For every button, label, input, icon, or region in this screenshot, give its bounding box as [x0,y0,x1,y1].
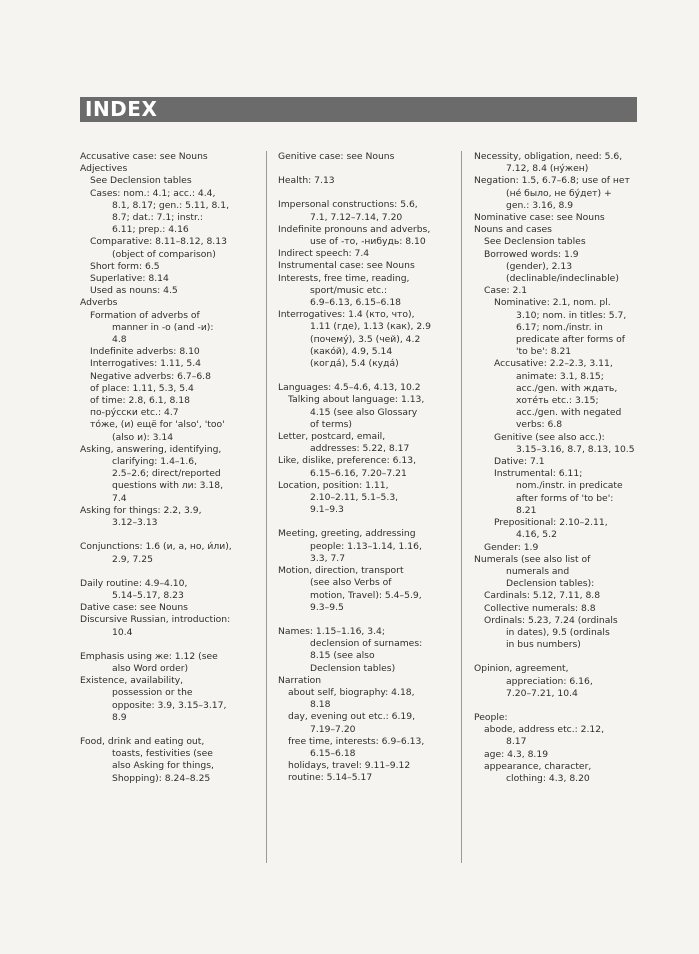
index-entry: also Asking for things, [112,760,214,772]
entry-gap [80,724,256,736]
index-entry: Collective numerals: 8.8 [484,602,596,614]
index-entry: Names: 1.15–1.16, 3.4; [278,625,385,637]
index-entry: 6.17; nom./instr. in [516,321,603,333]
index-entry: (како́й), 4.9, 5.14 [310,345,393,357]
index-entry: gen.: 3.16, 8.9 [506,199,574,211]
index-entry: routine: 5.14–5.17 [288,772,373,784]
index-entry: People: [474,711,508,723]
index-entry: Formation of adverbs of [90,309,200,321]
entry-gap [80,566,256,578]
index-entry: Adjectives [80,163,128,175]
index-entry: free time, interests: 6.9–6.13, [288,735,425,747]
index-entry: about self, biography: 4.18, [288,686,415,698]
index-entry: Indefinite pronouns and adverbs, [278,223,431,235]
index-entry: Like, dislike, preference: 6.13, [278,455,417,467]
index-entry: clarifying: 1.4–1.6, [112,456,198,468]
index-entry: Nominative: 2.1, nom. pl. [494,297,611,309]
index-entry: Emphasis using же: 1.12 (see [80,650,218,662]
index-entry: See Declension tables [90,175,192,187]
index-entry: Daily routine: 4.9–4.10, [80,577,188,589]
index-entry: 6.15–6.18 [310,747,356,759]
index-entry: 3.3, 7.7 [310,552,346,564]
index-entry: Interrogatives: 1.11, 5.4 [90,358,202,370]
index-entry: (object of comparison) [112,248,216,260]
index-entry: See Declension tables [484,236,586,248]
index-entry: Prepositional: 2.10–2.11, [494,517,608,529]
index-entry: Motion, direction, transport [278,565,404,577]
index-entry: people: 1.13–1.14, 1.16, [310,540,422,552]
index-entry: (also и): 3.14 [112,431,174,443]
index-entry: declension of surnames: [310,638,423,650]
entry-gap [278,187,450,199]
index-entry: Necessity, obligation, need: 5.6, [474,151,623,162]
index-entry: opposite: 3.9, 3.15–3.17, [112,699,227,711]
index-entry: 1.11 (где), 1.13 (как), 2.9 [310,321,431,333]
index-entry: age: 4.3, 8.19 [484,748,549,760]
index-entry: clothing: 4.3, 8.20 [506,772,590,784]
index-column-2 [278,151,450,785]
index-entry: Conjunctions: 1.6 (и, а, но, и́ли), [80,541,232,553]
index-entry: appearance, character, [484,760,592,772]
entry-gap [278,614,450,626]
index-entry: Asking, answering, identifying, [80,443,222,455]
index-entry: Indefinite adverbs: 8.10 [90,346,200,358]
index-entry: 5.14–5.17, 8.23 [112,589,184,601]
entry-gap [474,651,644,663]
index-entry: Adverbs [80,297,118,309]
index-entry: Comparative: 8.11–8.12, 8.13 [90,236,227,248]
index-entry: after forms of 'to be': [516,492,614,504]
index-column-3 [474,151,644,785]
entry-gap [80,639,256,651]
index-entry: 8.7; dat.: 7.1; instr.: [112,212,203,224]
index-entry: Numerals (see also list of [474,553,591,565]
index-entry: Declension tables) [310,662,396,674]
entry-gap [474,700,644,712]
index-entry: 3.15–3.16, 8.7, 8.13, 10.5 [516,443,635,455]
index-entry: of time: 2.8, 6.1, 8.18 [90,395,190,407]
index-entry: Cases: nom.: 4.1; acc.: 4.4, [90,187,216,199]
index-entry: 7.1, 7.12–7.14, 7.20 [310,211,403,223]
index-entry: 8.21 [516,504,537,516]
index-entry: Gender: 1.9 [484,541,539,553]
entry-gap [278,370,450,382]
index-entry: (почему́), 3.5 (чей), 4.2 [310,333,421,345]
index-entry: also Word order) [112,662,189,674]
index-entry: Nouns and cases [474,224,552,236]
index-entry: addresses: 5.22, 8.17 [310,443,410,455]
index-entry: (когда́), 5.4 (куда́) [310,358,399,370]
index-entry: nom./instr. in predicate [516,480,623,492]
index-entry: of terms) [310,418,352,430]
index-entry: Accusative case: see Nouns [80,151,208,162]
index-entry: Dative case: see Nouns [80,602,188,614]
index-entry: Shopping): 8.24–8.25 [112,772,211,784]
index-entry: (не́ было, не бу́дет) + [506,187,612,199]
index-entry: 8.15 (see also [310,650,375,662]
index-entry: Negation: 1.5, 6.7–6.8; use of нет [474,175,630,187]
index-entry: holidays, travel: 9.11–9.12 [288,760,411,772]
index-entry: of place: 1.11, 5.3, 5.4 [90,382,194,394]
index-entry: Ordinals: 5.23, 7.24 (ordinals [484,614,618,626]
index-entry: Letter, postcard, email, [278,431,386,443]
index-entry: Languages: 4.5–4.6, 4.13, 10.2 [278,382,421,394]
index-entry: in dates), 9.5 (ordinals [506,626,610,638]
index-entry: Location, position: 1.11, [278,479,389,491]
index-entry: (declinable/indeclinable) [506,273,619,285]
index-entry: 9.3–9.5 [310,601,344,613]
index-entry: 8.17 [506,736,527,748]
index-entry: 9.1–9.3 [310,504,344,516]
index-entry: 4.15 (see also Glossary [310,406,418,418]
index-entry: predicate after forms of [516,334,625,346]
index-entry: sport/music etc.: [310,284,388,296]
index-entry: acc./gen. with ждать, [516,382,618,394]
index-entry: appreciation: 6.16, [506,675,593,687]
index-entry: Used as nouns: 4.5 [90,285,178,297]
index-entry: 7.19–7.20 [310,723,356,735]
index-entry: manner in -о (and -и): [112,321,214,333]
index-entry: Asking for things: 2.2, 3.9, [80,504,202,516]
index-entry: 2.5–2.6; direct/reported [112,468,221,480]
index-entry: Cardinals: 5.12, 7.11, 8.8 [484,590,601,602]
index-entry: Genitive (see also acc.): [494,431,605,443]
index-entry: Food, drink and eating out, [80,735,205,747]
index-entry: use of -то, -нибудь: 8.10 [310,236,426,248]
index-entry: Superlative: 8.14 [90,273,169,285]
index-entry: questions with ли: 3.18, [112,480,224,492]
index-entry: (see also Verbs of [310,577,392,589]
index-entry: Accusative: 2.2–2.3, 3.11, [494,358,613,370]
index-entry: in bus numbers) [506,639,581,651]
index-entry: day, evening out etc.: 6.19, [288,711,416,723]
entry-gap [278,163,450,175]
index-entry: numerals and [506,565,570,577]
index-entry: 2.10–2.11, 5.1–5.3, [310,492,399,504]
index-entry: 4.8 [112,334,127,346]
index-entry: Talking about language: 1.13, [288,394,425,406]
index-entry: Existence, availability, [80,675,184,687]
index-entry: 8.18 [310,699,331,711]
index-entry: Indirect speech: 7.4 [278,248,370,260]
index-entry: Health: 7.13 [278,175,335,187]
column-divider [461,151,462,863]
index-column-1 [80,151,256,785]
index-entry: toasts, festivities (see [112,748,213,760]
index-entry: Negative adverbs: 6.7–6.8 [90,370,211,382]
index-entry: Impersonal constructions: 5.6, [278,199,418,211]
index-entry: 2.9, 7.25 [112,553,153,565]
index-entry: Meeting, greeting, addressing [278,528,416,540]
index-entry: 8.1, 8.17; gen.: 5.11, 8.1, [112,199,229,211]
index-entry: motion, Travel): 5.4–5.9, [310,589,422,601]
index-entry: Dative: 7.1 [494,456,545,468]
index-entry: (gender), 2.13 [506,260,573,272]
index-entry: по-ру́сски etc.: 4.7 [90,407,179,419]
index-entry: 6.11; prep.: 4.16 [112,224,189,236]
index-entry: Instrumental case: see Nouns [278,260,415,272]
index-entry: abode, address etc.: 2.12, [484,724,605,736]
index-entry: 6.9–6.13, 6.15–6.18 [310,297,402,309]
index-entry: verbs: 6.8 [516,419,563,431]
index-entry: 7.20–7.21, 10.4 [506,687,578,699]
column-divider [266,151,267,863]
index-entry: Discursive Russian, introduction: [80,614,231,626]
index-entry: 3.12–3.13 [112,517,158,529]
index-entry: то́же, (и) ещё for 'also', 'too' [90,419,225,431]
index-entry: Borrowed words: 1.9 [484,248,579,260]
index-entry: Interrogatives: 1.4 (кто, что), [278,309,415,321]
index-entry: Instrumental: 6.11; [494,468,583,480]
index-entry: 4.16, 5.2 [516,529,557,541]
entry-gap [80,529,256,541]
index-entry: animate: 3.1, 8.15; [516,370,604,382]
index-entry: 'to be': 8.21 [516,346,572,358]
index-entry: 6.15–6.16, 7.20–7.21 [310,467,407,479]
index-entry: 7.12, 8.4 (ну́жен) [506,163,589,175]
index-entry: хоте́ть etc.: 3.15; [516,395,599,407]
index-entry: 3.10; nom. in titles: 5.7, [516,309,627,321]
index-entry: acc./gen. with negated [516,407,622,419]
index-entry: Opinion, agreement, [474,663,569,675]
page-title: INDEX [85,97,158,121]
index-entry: Narration [278,674,322,686]
index-entry: Interests, free time, reading, [278,272,410,284]
index-entry: possession or the [112,687,193,699]
index-entry: Nominative case: see Nouns [474,212,605,224]
entry-gap [278,516,450,528]
index-entry: Case: 2.1 [484,285,528,297]
index-entry: 7.4 [112,492,127,504]
index-entry: Genitive case: see Nouns [278,151,395,162]
index-entry: 10.4 [112,626,133,638]
index-entry: Short form: 6.5 [90,260,160,272]
index-entry: Declension tables): [506,578,595,590]
index-entry: 8.9 [112,711,127,723]
index-header-bar [80,97,637,122]
